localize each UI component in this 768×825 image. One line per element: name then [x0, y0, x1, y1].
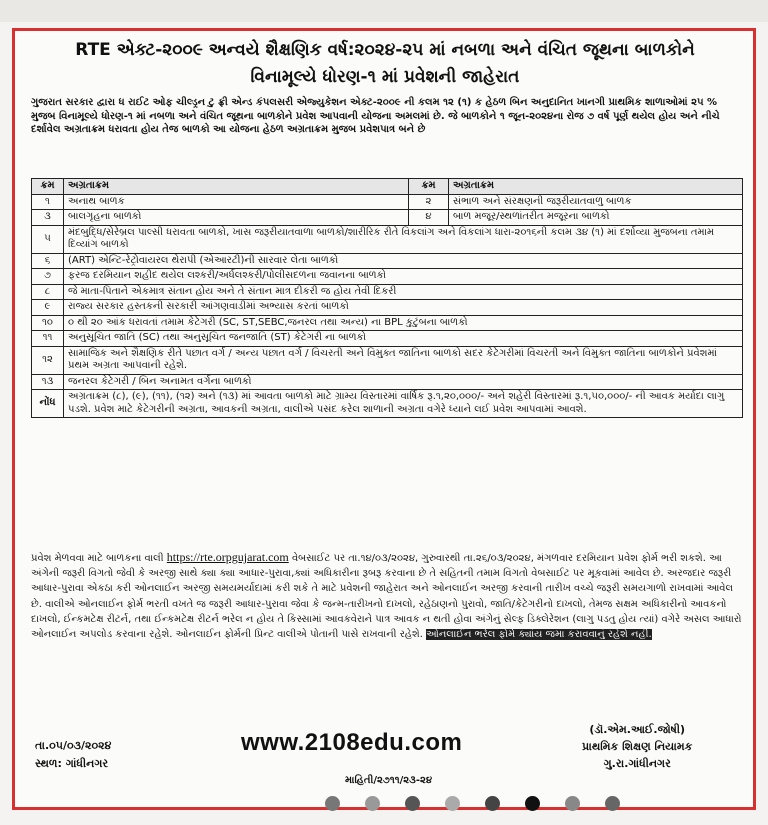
row-number: ૩	[32, 210, 64, 226]
row-text: સામાજિક અને શૈક્ષણિક રીતે પછાત વર્ગ / અન્ય પછાત વર્ગ / વિચરતી અને વિમુક્ત જાતિના બાળકો સદર કેટેગરીમાં વિચરતી અને વિમુક્ત જાતિના બાળકોને પ્રવેશમાં પ્રથમ અગ્રતા આપવાની રહેશે.	[64, 346, 743, 374]
row-text: અનાથ બાળક	[64, 194, 409, 210]
signatory-name: (ડૉ.એમ.આઈ.જોષી)	[589, 723, 686, 736]
note-row	[32, 390, 743, 418]
priority-table	[31, 178, 743, 418]
date-place-block	[35, 737, 111, 773]
apply-text-before: પ્રવેશ મેળવવા માટે બાળકના વાલી	[31, 553, 164, 564]
notice-date: તા.૦૫/૦૩/૨૦૨૪	[35, 739, 112, 752]
table-header-row	[32, 179, 743, 195]
row-text: ફરજ દરમિયાન શહીદ થયેલ લશ્કરી/અર્ધલશ્કરી/પોલીસદળના જવાનના બાળકો	[64, 269, 743, 285]
table-row	[32, 346, 743, 374]
table-row	[32, 331, 743, 347]
apply-text-after: વેબસાઈટ પર તા.૧૪/૦૩/૨૦૨૪, ગુરુવારથી તા.૨૬/૦૩/૨૦૨૪, મંગળવાર દરમિયાન પ્રવેશ ફોર્મ ભરી શકશે. આ અંગેની જરૂરી વિગતો જેવી કે અરજી સાથે ક્યા ક્યા આધાર-પુરાવા,ક્યાં અધિકારીના રૂબરૂ કરવાના છે તે સહિતની તમામ વિગતો વેબસાઈટ પર મૂકવામાં આવેલ છે. અરજદાર જરૂરી આધાર-પુરાવા એકઠા કરી ઓનલાઈન અરજી સમયમર્યાદામાં કરી શકે તે માટે પ્રવેશની જાહેરાત અને ઓનલાઈન અરજી કરવાની તારીખ વચ્ચે જરૂરી સમયગાળો રાખવામાં આવેલ છે. વાલીએ ઓનલાઈન ફોર્મ ભરતી વખતે જ જરૂરી આધાર-પુરાવા જેવા કે જન્મ-તારીખનો દાખલો, રહેઠાણનો પુરાવો, જાતિ/કેટેગરીનો દાખલો, તેમજ સક્ષમ અધિકારીનો આવકનો દાખલો, ઈન્કમટેક્ષ રીટર્ન, તથા ઈન્કમટેક્ષ રીટર્ન ભરેલ ન હોય તે કિસ્સામાં આવકવેરાને પાત્ર આવક ન થતી હોવા અંગેનું સેલ્ફ ડિક્લેરેશન (લાગુ પડતુ હોય ત્યાં) વગેરે અસલ આધારો ઓનલાઈન અપલોડ કરવાના રહેશે. ઓનલાઈન ફોર્મની પ્રિન્ટ વાલીએ પોતાની પાસે રાખવાની રહેશે.	[31, 553, 742, 641]
row-number: ૬	[32, 253, 64, 269]
row-text: બાલગૃહના બાળકો	[64, 210, 409, 226]
notice-frame	[12, 28, 756, 810]
row-number: ૧૧	[32, 331, 64, 347]
row-text: મંદબુદ્ધિ/સેરેબ્રલ પાલ્સી ધરાવતા બાળકો, ખાસ જરૂરીયાતવાળા બાળકો/શારીરિક રીતે વિકલાંગ અને વિકલાંગ ધારા-૨૦૧૬ની કલમ ૩૪ (૧) માં દર્શાવ્યા મુજબના તમામ દિવ્યાંગ બાળકો	[64, 225, 743, 253]
table-row	[32, 225, 743, 253]
row-text: સંભાળ અને સંરક્ષણની જરૂરીયાતવાળુ બાળક	[449, 194, 743, 210]
registration-dot	[325, 796, 340, 811]
row-number: ૫	[32, 225, 64, 253]
row-number: ૯	[32, 300, 64, 316]
header-priority-1: અગ્રતાક્રમ	[64, 179, 409, 195]
note-text: અગ્રતાક્રમ (૮), (૯), (૧૧), (૧૨) અને (૧૩) માં આવતા બાળકો માટે ગ્રામ્ય વિસ્તારમાં વાર્ષિક રૂ.૧,૨૦,૦૦૦/- અને શહેરી વિસ્તારમાં રૂ.૧,૫૦,૦૦૦/- ની આવક મર્યાદા લાગુ પડશે. પ્રવેશ માટે કેટેગરીની અગ્રતા, આવકની અગ્રતા, વાલીએ પસંદ કરેલ શાળાની અગ્રતા વગેરે ધ્યાને લઈ પ્રવેશ આપવામાં આવશે.	[64, 390, 743, 418]
registration-dot	[485, 796, 500, 811]
watermark-website: www.2108edu.com	[241, 729, 463, 756]
signature-block	[582, 721, 692, 772]
reference-number: માહિતી/૨૭૧૧/૨૩-૨૪	[345, 775, 433, 786]
table-row	[32, 300, 743, 316]
row-number: ૪	[409, 210, 449, 226]
signatory-role: પ્રાથમિક શિક્ષણ નિયામક	[582, 740, 693, 753]
row-text: બાળ મજૂર/સ્થળાંતરીત મજૂરના બાળકો	[449, 210, 743, 226]
table-row	[32, 194, 743, 210]
row-number: ૭	[32, 269, 64, 285]
registration-dot	[565, 796, 580, 811]
previous-page-strip	[0, 0, 768, 22]
registration-dot	[445, 796, 460, 811]
table-row	[32, 374, 743, 390]
table-row	[32, 315, 743, 331]
row-number: ૧૩	[32, 374, 64, 390]
row-number: ૧૦	[32, 315, 64, 331]
signatory-place: ગુ.રા.ગાંધીનગર	[603, 757, 671, 770]
application-paragraph	[31, 550, 743, 642]
intro-paragraph: ગુજરાત સરકાર દ્વારા ધ રાઈટ ઓફ ચીલ્ડ્રન ટુ ફ્રી એન્ડ કંપલસરી એજ્યુકેશન એક્ટ-૨૦૦૯ ની કલમ ૧૨ (૧) ક હેઠળ બિન અનુદાનિત ખાનગી પ્રાથમિક શાળાઓમાં ૨૫ % મુજબ વિનામૂલ્યે ધોરણ-૧ માં નબળા અને વંચિત જૂથના બાળકોને પ્રવેશ આપવાની યોજના અમલમાં છે. જે બાળકોને ૧ જૂન-૨૦૨૪ના રોજ ૭ વર્ષ પૂર્ણ થયેલ હોય અને નીચે દર્શાવેલ અગ્રતાક્રમ ધરાવતા હોય તેજ બાળકો આ યોજના હેઠળ અગ્રતાક્રમ મુજબ પ્રવેશપાત્ર બને છે	[31, 97, 720, 135]
table-row	[32, 284, 743, 300]
row-text: ૦ થી ૨૦ આંક ધરાવતાં તમામ કેટેગરી (SC, ST,SEBC,જનરલ તથા અન્ય) ના BPL કુટુંબના બાળકો	[64, 315, 743, 331]
row-number: ૨	[409, 194, 449, 210]
table-row	[32, 269, 743, 285]
highlight-text: ઓનલાઈન ભરેલ ફોર્મ ક્યાંય જમા કરાવવાનું રહેશે નહી.	[426, 629, 652, 641]
table-row	[32, 253, 743, 269]
table-row	[32, 210, 743, 226]
registration-dot	[525, 796, 540, 811]
row-text: જનરલ કેટેગરી / બિન અનામત વર્ગના બાળકો	[64, 374, 743, 390]
row-number: ૧	[32, 194, 64, 210]
header-sr-1: ક્રમ	[32, 179, 64, 195]
note-label: નોંધ	[32, 390, 64, 418]
notice-place: સ્થળ: ગાંધીનગર	[35, 757, 109, 770]
row-number: ૮	[32, 284, 64, 300]
registration-dot	[405, 796, 420, 811]
title-line-1: RTE એક્ટ-૨૦૦૯ અન્વયે શૈક્ષણિક વર્ષ:૨૦૨૪-૨૫ માં નબળા અને વંચિત જૂથના બાળકોને	[75, 40, 695, 60]
row-text: રાજ્ય સરકાર હસ્તકની સરકારી આંગણવાડીમાં અભ્યાસ કરતાં બાળકો	[64, 300, 743, 316]
title-line-2: વિનામૂલ્યે ધોરણ-૧ માં પ્રવેશની જાહેરાત	[250, 67, 520, 87]
row-text: (ART) એન્ટિ-રેટ્રોવાયરલ થેરાપી (એઆરટી)ની સારવાર લેતા બાળકો	[64, 253, 743, 269]
header-sr-2: ક્રમ	[409, 179, 449, 195]
registration-dot	[365, 796, 380, 811]
website-link[interactable]: https://rte.orpgujarat.com	[166, 550, 289, 564]
print-registration-marks	[315, 796, 695, 812]
registration-dot	[605, 796, 620, 811]
header-priority-2: અગ્રતાક્રમ	[449, 179, 743, 195]
row-number: ૧૨	[32, 346, 64, 374]
row-text: અનુસૂચિત જાતિ (SC) તથા અનુસૂચિત જનજાતિ (ST) કેટેગરી ના બાળકો	[64, 331, 743, 347]
row-text: જે માતા-પિતાને એકમાત્ર સંતાન હોય અને તે સંતાન માત્ર દીકરી જ હોય તેવી દિકરી	[64, 284, 743, 300]
notice-title	[35, 37, 735, 91]
